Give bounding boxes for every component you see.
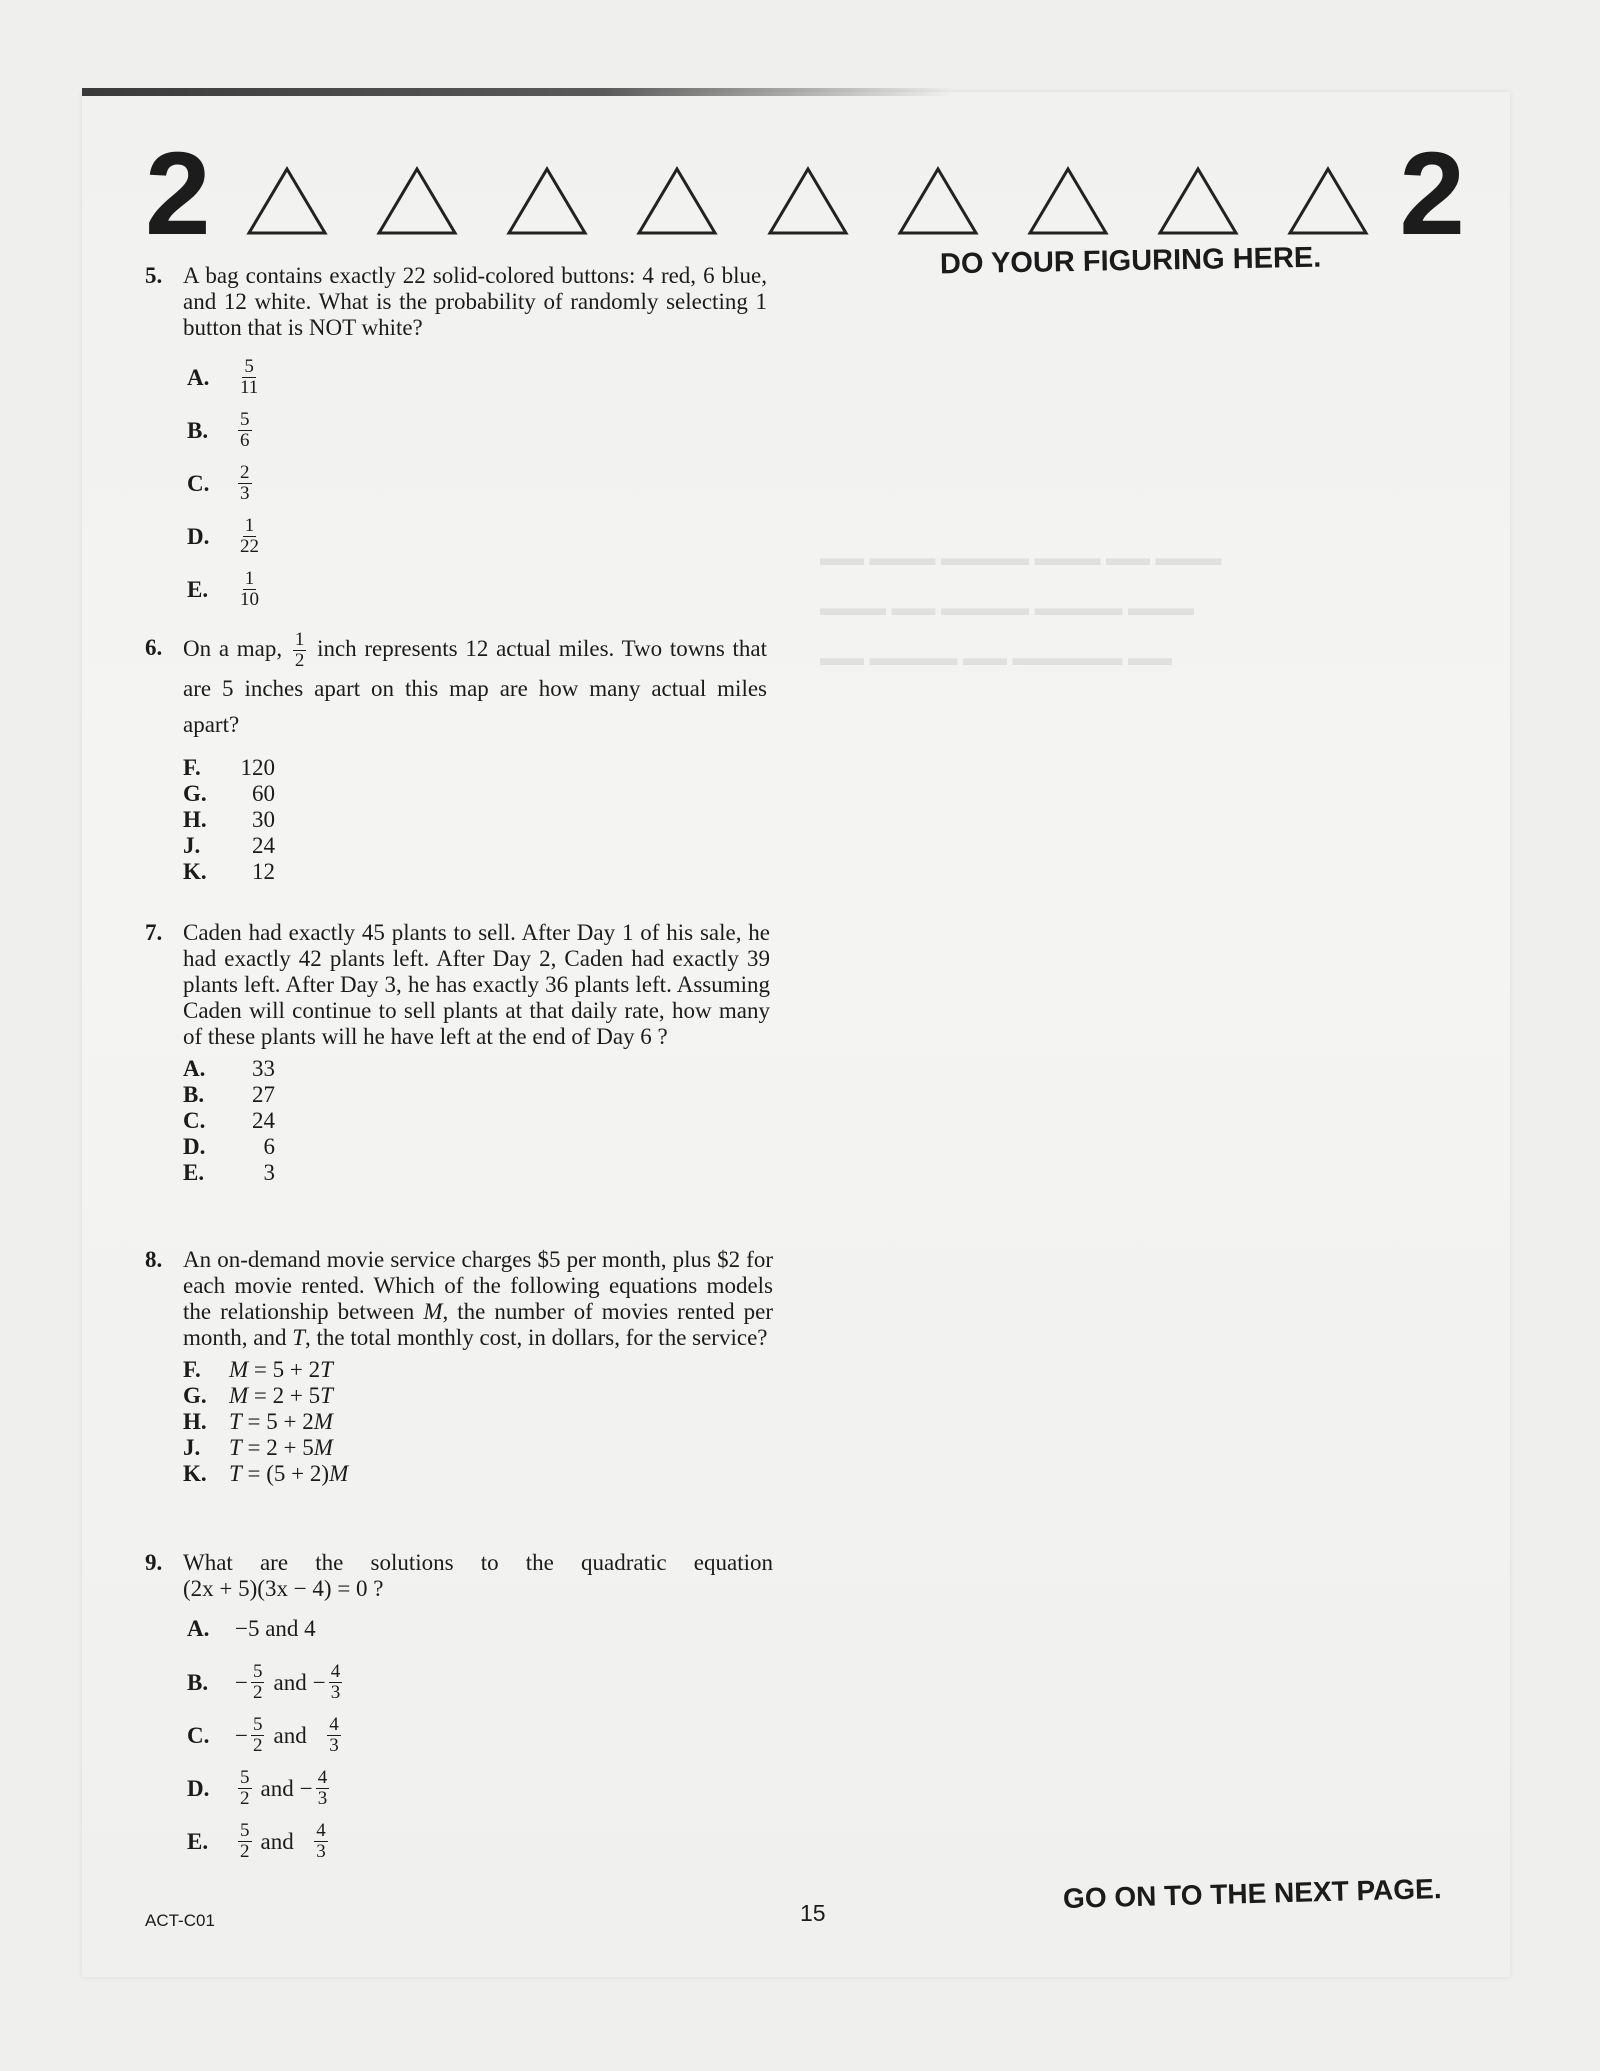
answer-choice-g[interactable]: [183, 1383, 773, 1409]
choice-text: 60: [252, 781, 275, 806]
choice-letter: C.: [187, 1723, 210, 1748]
answer-choice-e[interactable]: [183, 1160, 770, 1186]
section-number-left: 2: [145, 128, 211, 260]
fraction: [238, 410, 252, 451]
choice-letter: C.: [187, 471, 210, 496]
stem-text: , the number of movies rented per month, and: [183, 1299, 774, 1350]
triangle-icon: [1026, 165, 1110, 237]
question-stem: [183, 1247, 773, 1351]
choice-text: 3: [263, 1160, 275, 1185]
choice-letter: F.: [183, 755, 201, 780]
question-stem-line: What are the solutions to the quadratic equation: [183, 1550, 773, 1575]
choice-equation: M = 2 + 5T: [229, 1383, 333, 1408]
sign-spacer: [313, 1723, 325, 1749]
triangle-icon: [245, 165, 329, 237]
question-equation: (2x + 5)(3x − 4) = 0 ?: [183, 1576, 384, 1601]
variable: M: [229, 1357, 249, 1382]
fraction-denominator: 2: [240, 1841, 250, 1862]
fraction-denominator: 3: [317, 1788, 328, 1809]
answer-choice-b[interactable]: [183, 1082, 770, 1108]
choice-letter: D.: [187, 524, 210, 549]
choice-equation: M = 5 + 2T: [229, 1357, 333, 1382]
choice-letter: B.: [187, 418, 209, 443]
variable: T: [320, 1383, 333, 1408]
choice-letter: E.: [183, 1160, 205, 1185]
question-8: [145, 1247, 773, 1487]
choice-letter: K.: [183, 859, 207, 884]
choice-equation: T = 5 + 2M: [229, 1409, 333, 1434]
next-page-instruction: GO ON TO THE NEXT PAGE.: [1062, 1873, 1442, 1914]
answer-choice-c[interactable]: [183, 1709, 773, 1762]
choice-letter: E.: [187, 1829, 209, 1854]
figuring-label: DO YOUR FIGURING HERE.: [939, 241, 1322, 281]
triangle-row: [245, 165, 1370, 245]
page-number: 15: [800, 1900, 826, 1926]
sign-spacer: [300, 1829, 312, 1855]
section-header: [145, 128, 1465, 260]
fraction-denominator: 2: [252, 1682, 263, 1703]
fraction: [329, 1662, 343, 1703]
minus-sign: −: [235, 1669, 248, 1695]
triangle-icon: [766, 165, 850, 237]
choice-value: [235, 510, 264, 563]
variable: M: [313, 1409, 333, 1434]
triangle-icon: [635, 165, 719, 237]
choice-value: [235, 1815, 331, 1868]
form-code: ACT-C01: [145, 1911, 215, 1930]
show-through: ▬▬▬ ▬▬ ▬▬▬▬ ▬▬▬▬ ▬▬▬: [820, 595, 1194, 620]
variable: T: [229, 1461, 242, 1486]
answer-choices: [183, 755, 767, 885]
answer-choice-c[interactable]: [183, 457, 767, 510]
choice-value: [235, 1762, 332, 1815]
scan-edge-strip: [82, 88, 952, 96]
choice-letter: K.: [183, 1461, 207, 1486]
question-stem: [183, 630, 767, 743]
choice-text: 12: [252, 859, 275, 884]
fraction-denominator: 11: [240, 377, 259, 398]
fraction-denominator: 3: [240, 483, 250, 504]
fraction-numerator: 5: [252, 1714, 263, 1735]
fraction: [293, 630, 307, 671]
question-stem: A bag contains exactly 22 solid-colored buttons: 4 red, 6 blue, and 12 white. What is the probability of randomly selecting 1 button that is NOT white?: [183, 263, 767, 340]
fraction-denominator: 3: [316, 1841, 326, 1862]
fraction: [316, 1768, 330, 1809]
choice-letter: C.: [183, 1108, 206, 1133]
fraction: [238, 1821, 252, 1862]
answer-choice-d[interactable]: [183, 510, 767, 563]
fraction-numerator: 5: [240, 1767, 250, 1788]
fraction-numerator: 4: [317, 1767, 328, 1788]
answer-choices: [183, 1357, 773, 1487]
fraction-numerator: 1: [244, 568, 255, 589]
show-through: ▬▬ ▬▬▬ ▬▬▬▬ ▬▬▬ ▬▬ ▬▬▬: [820, 545, 1222, 570]
choice-letter: B.: [183, 1082, 205, 1107]
stem-text: , the total monthly cost, in dollars, for the service?: [305, 1325, 768, 1350]
answer-choice-f[interactable]: [183, 755, 767, 781]
answer-choice-b[interactable]: [183, 404, 767, 457]
answer-choice-g[interactable]: [183, 781, 767, 807]
fraction-denominator: 2: [240, 1788, 250, 1809]
fraction-numerator: 4: [316, 1820, 326, 1841]
question-7: [145, 920, 770, 1186]
answer-choice-d[interactable]: [183, 1134, 770, 1160]
choice-letter: A.: [187, 1616, 210, 1641]
show-through: ▬▬ ▬▬▬▬ ▬▬ ▬▬▬▬▬ ▬▬: [820, 645, 1172, 670]
answer-choice-f[interactable]: [183, 1357, 773, 1383]
fraction-denominator: 2: [252, 1735, 263, 1756]
answer-choice-k[interactable]: [183, 859, 767, 885]
answer-choice-h[interactable]: [183, 807, 767, 833]
fraction-denominator: 22: [240, 536, 259, 557]
choice-text: 24: [252, 833, 275, 858]
choice-letter: B.: [187, 1670, 209, 1695]
choice-text: −5 and 4: [235, 1616, 316, 1641]
choice-letter: J.: [183, 1435, 201, 1460]
triangle-icon: [505, 165, 589, 237]
fraction: [238, 463, 252, 504]
answer-choice-c[interactable]: [183, 1108, 770, 1134]
fraction-numerator: 1: [294, 629, 305, 650]
choice-text: 30: [252, 807, 275, 832]
question-5: [145, 263, 767, 616]
question-9: [145, 1550, 773, 1868]
minus-sign: −: [299, 1775, 313, 1801]
fraction: [238, 1768, 252, 1809]
fraction-numerator: 5: [244, 356, 254, 377]
choice-letter: A.: [187, 365, 210, 390]
fraction-denominator: 3: [329, 1735, 339, 1756]
stem-text: On a map,: [183, 635, 283, 661]
choice-text: 120: [240, 755, 275, 780]
answer-choice-k[interactable]: [183, 1461, 773, 1487]
fraction-choices: [183, 1656, 773, 1868]
fraction-numerator: 5: [240, 1820, 250, 1841]
question-number: 9.: [145, 1550, 163, 1575]
variable-m: M: [423, 1299, 443, 1324]
choice-letter: D.: [183, 1134, 206, 1159]
choice-letter: A.: [183, 1056, 206, 1081]
question-number: 8.: [145, 1247, 163, 1272]
question-number: 6.: [145, 635, 163, 660]
fraction-numerator: 5: [252, 1661, 263, 1682]
choice-equation: T = (5 + 2)M: [229, 1461, 349, 1486]
choice-letter: G.: [183, 781, 207, 806]
variable: M: [229, 1383, 249, 1408]
question-stem: Caden had exactly 45 plants to sell. After Day 1 of his sale, he had exactly 42 plants left. After Day 2, Caden had exactly 39 plants left. After Day 3, he has exactly 36 plants left. Assuming Caden will continue to sell plants at that daily rate, how many of these plants will he have left at the end of Day 6 ?: [183, 920, 770, 1049]
triangle-icon: [1156, 165, 1240, 237]
variable: M: [329, 1461, 349, 1486]
and-word: and: [260, 1828, 294, 1854]
answer-choice-b[interactable]: [183, 1656, 773, 1709]
fraction: [238, 569, 261, 610]
triangle-icon: [1286, 165, 1370, 237]
stem-text: An on-demand movie service charges $5 per month, plus $2 for each movie rented. Which of the following equations models the relationship between: [183, 1247, 773, 1324]
triangle-icon: [896, 165, 980, 237]
answer-choice-a[interactable]: [183, 351, 767, 404]
answer-choice-a[interactable]: [183, 1056, 770, 1082]
choice-letter: E.: [187, 577, 209, 602]
fraction-denominator: 2: [294, 650, 305, 671]
and-word: and: [273, 1669, 307, 1695]
fraction-denominator: 3: [330, 1682, 341, 1703]
fraction-numerator: 5: [240, 409, 250, 430]
fraction-denominator: 10: [240, 589, 259, 610]
variable: T: [229, 1435, 242, 1460]
choice-value: [235, 1709, 344, 1762]
answer-choice-e[interactable]: [183, 563, 767, 616]
answer-choices: [183, 1616, 773, 1868]
triangle-icon: [375, 165, 459, 237]
choice-letter: H.: [183, 1409, 207, 1434]
stem-text: inch represents 12 actual miles. Two towns that are 5 inches apart on this map are how many actual miles apart?: [183, 635, 768, 737]
choice-value: [235, 1656, 345, 1709]
fraction-numerator: 2: [240, 462, 250, 483]
variable: M: [313, 1435, 333, 1460]
minus-sign: −: [312, 1669, 326, 1695]
choice-text: 33: [252, 1056, 275, 1081]
answer-choice-j[interactable]: [183, 1435, 773, 1461]
choice-letter: J.: [183, 833, 201, 858]
choice-value: [235, 457, 255, 510]
choice-letter: H.: [183, 807, 207, 832]
and-word: and: [273, 1722, 307, 1748]
question-number: 7.: [145, 920, 163, 945]
choice-letter: F.: [183, 1357, 201, 1382]
variable: T: [229, 1409, 242, 1434]
minus-sign: −: [235, 1722, 248, 1748]
choice-value: [235, 404, 255, 457]
and-word: and: [260, 1775, 294, 1801]
fraction: [238, 516, 261, 557]
answer-choice-e[interactable]: [183, 1815, 773, 1868]
choice-letter: D.: [187, 1776, 210, 1801]
answer-choice-d[interactable]: [183, 1762, 773, 1815]
choice-text: 24: [252, 1108, 275, 1133]
fraction-denominator: 6: [240, 430, 250, 451]
section-number-right: 2: [1399, 128, 1465, 260]
answer-choice-a[interactable]: [183, 1616, 773, 1656]
variable: T: [320, 1357, 333, 1382]
fraction: [251, 1662, 265, 1703]
choice-value: [235, 563, 264, 616]
fraction-numerator: 4: [329, 1714, 339, 1735]
fraction-numerator: 1: [244, 515, 255, 536]
question-number: 5.: [145, 263, 163, 288]
fraction: [314, 1821, 328, 1862]
question-6: [145, 630, 767, 885]
fraction: [327, 1715, 341, 1756]
fraction: [251, 1715, 265, 1756]
choice-equation: T = 2 + 5M: [229, 1435, 333, 1460]
choice-text: 6: [263, 1134, 275, 1159]
choice-text: 27: [252, 1082, 275, 1107]
variable-t: T: [292, 1325, 306, 1350]
answer-choices: [183, 1056, 770, 1186]
fraction-numerator: 4: [330, 1661, 341, 1682]
answer-choice-h[interactable]: [183, 1409, 773, 1435]
choice-letter: G.: [183, 1383, 207, 1408]
answer-choices: [183, 351, 767, 616]
fraction: [238, 357, 260, 398]
choice-value: [235, 351, 263, 404]
answer-choice-j[interactable]: [183, 833, 767, 859]
